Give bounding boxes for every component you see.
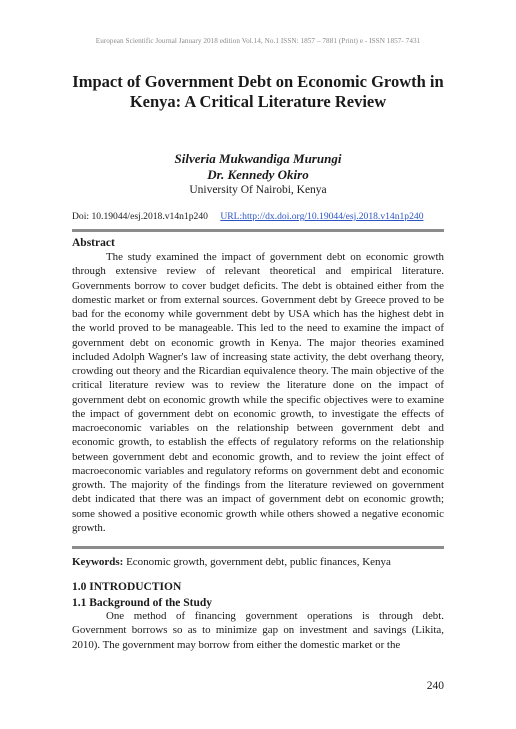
- author-affiliation: University Of Nairobi, Kenya: [189, 184, 327, 196]
- abstract-heading: Abstract: [72, 237, 115, 249]
- doi-label: Doi: 10.19044/esj.2018.v14n1p240: [72, 211, 208, 222]
- abstract-text: The study examined the impact of government debt on economic growth through extensive review of relevant theoretical and empirical literature. Governments borrow to cover budget deficits. The debt is obtained either from the domestic market or from external sources. Government debt by Greece proved to be bad for the economy while government debt by USA which has the highest debt in the world proved to be manageable. This led to the need to examine the impact of government debt on economic growth in Kenya. The major theories examined included Adolph Wagner's law of increasing state activity, the debt overhang theory, crowding out theory and the Ricardian equivalence theory. The main objective of the critical literature review was to review the literature done on the impact of government debt on economic growth while the specific objectives were to examine the impact of government debt on economic growth, to investigate the effects of macroeconomic variables on the relationship between government debt and economic growth, to establish the effects of regulatory reforms on the relationship between government debt and economic growth, and to review the joint effect of macroeconomic variables and regulatory reforms on government debt and economic growth. The majority of the findings from the literature reviewed on government debt indicated that there was an impact of government debt on economic growth; some showed a positive economic growth while others showed a negative economic growth.: [72, 251, 444, 534]
- paper-title: [60, 72, 456, 112]
- section-heading: 1.0 INTRODUCTION: [72, 581, 182, 593]
- author-name: Silveria Mukwandiga Murungi: [174, 151, 342, 166]
- keywords-text: Economic growth, government debt, public finances, Kenya: [123, 556, 391, 568]
- author-name: Dr. Kennedy Okiro: [207, 167, 309, 182]
- doi-link[interactable]: URL:http://dx.doi.org/10.19044/esj.2018.v14n1p240: [220, 211, 424, 222]
- abstract-bottom-rule: [72, 546, 444, 549]
- subsection-heading: 1.1 Background of the Study: [72, 597, 213, 609]
- paper-title-line-2: Kenya: A Critical Literature Review: [129, 92, 387, 111]
- keywords-line: [72, 555, 444, 569]
- introduction-text: One method of financing government operations is through debt. Government borrows so as to minimize gap on investment and savings (Likita, 2010). The government may borrow from either the domestic market or the: [72, 610, 444, 651]
- abstract-top-rule: [72, 229, 444, 232]
- page-number: 240: [426, 680, 444, 692]
- doi-line: [72, 211, 444, 222]
- keywords-label: Keywords:: [72, 556, 124, 568]
- paper-title-line-1: Impact of Government Debt on Economic Growth in: [72, 72, 444, 91]
- running-header: European Scientific Journal January 2018 edition Vol.14, No.1 ISSN: 1857 – 7881 (Print) e - ISSN 1857- 7431: [95, 37, 421, 45]
